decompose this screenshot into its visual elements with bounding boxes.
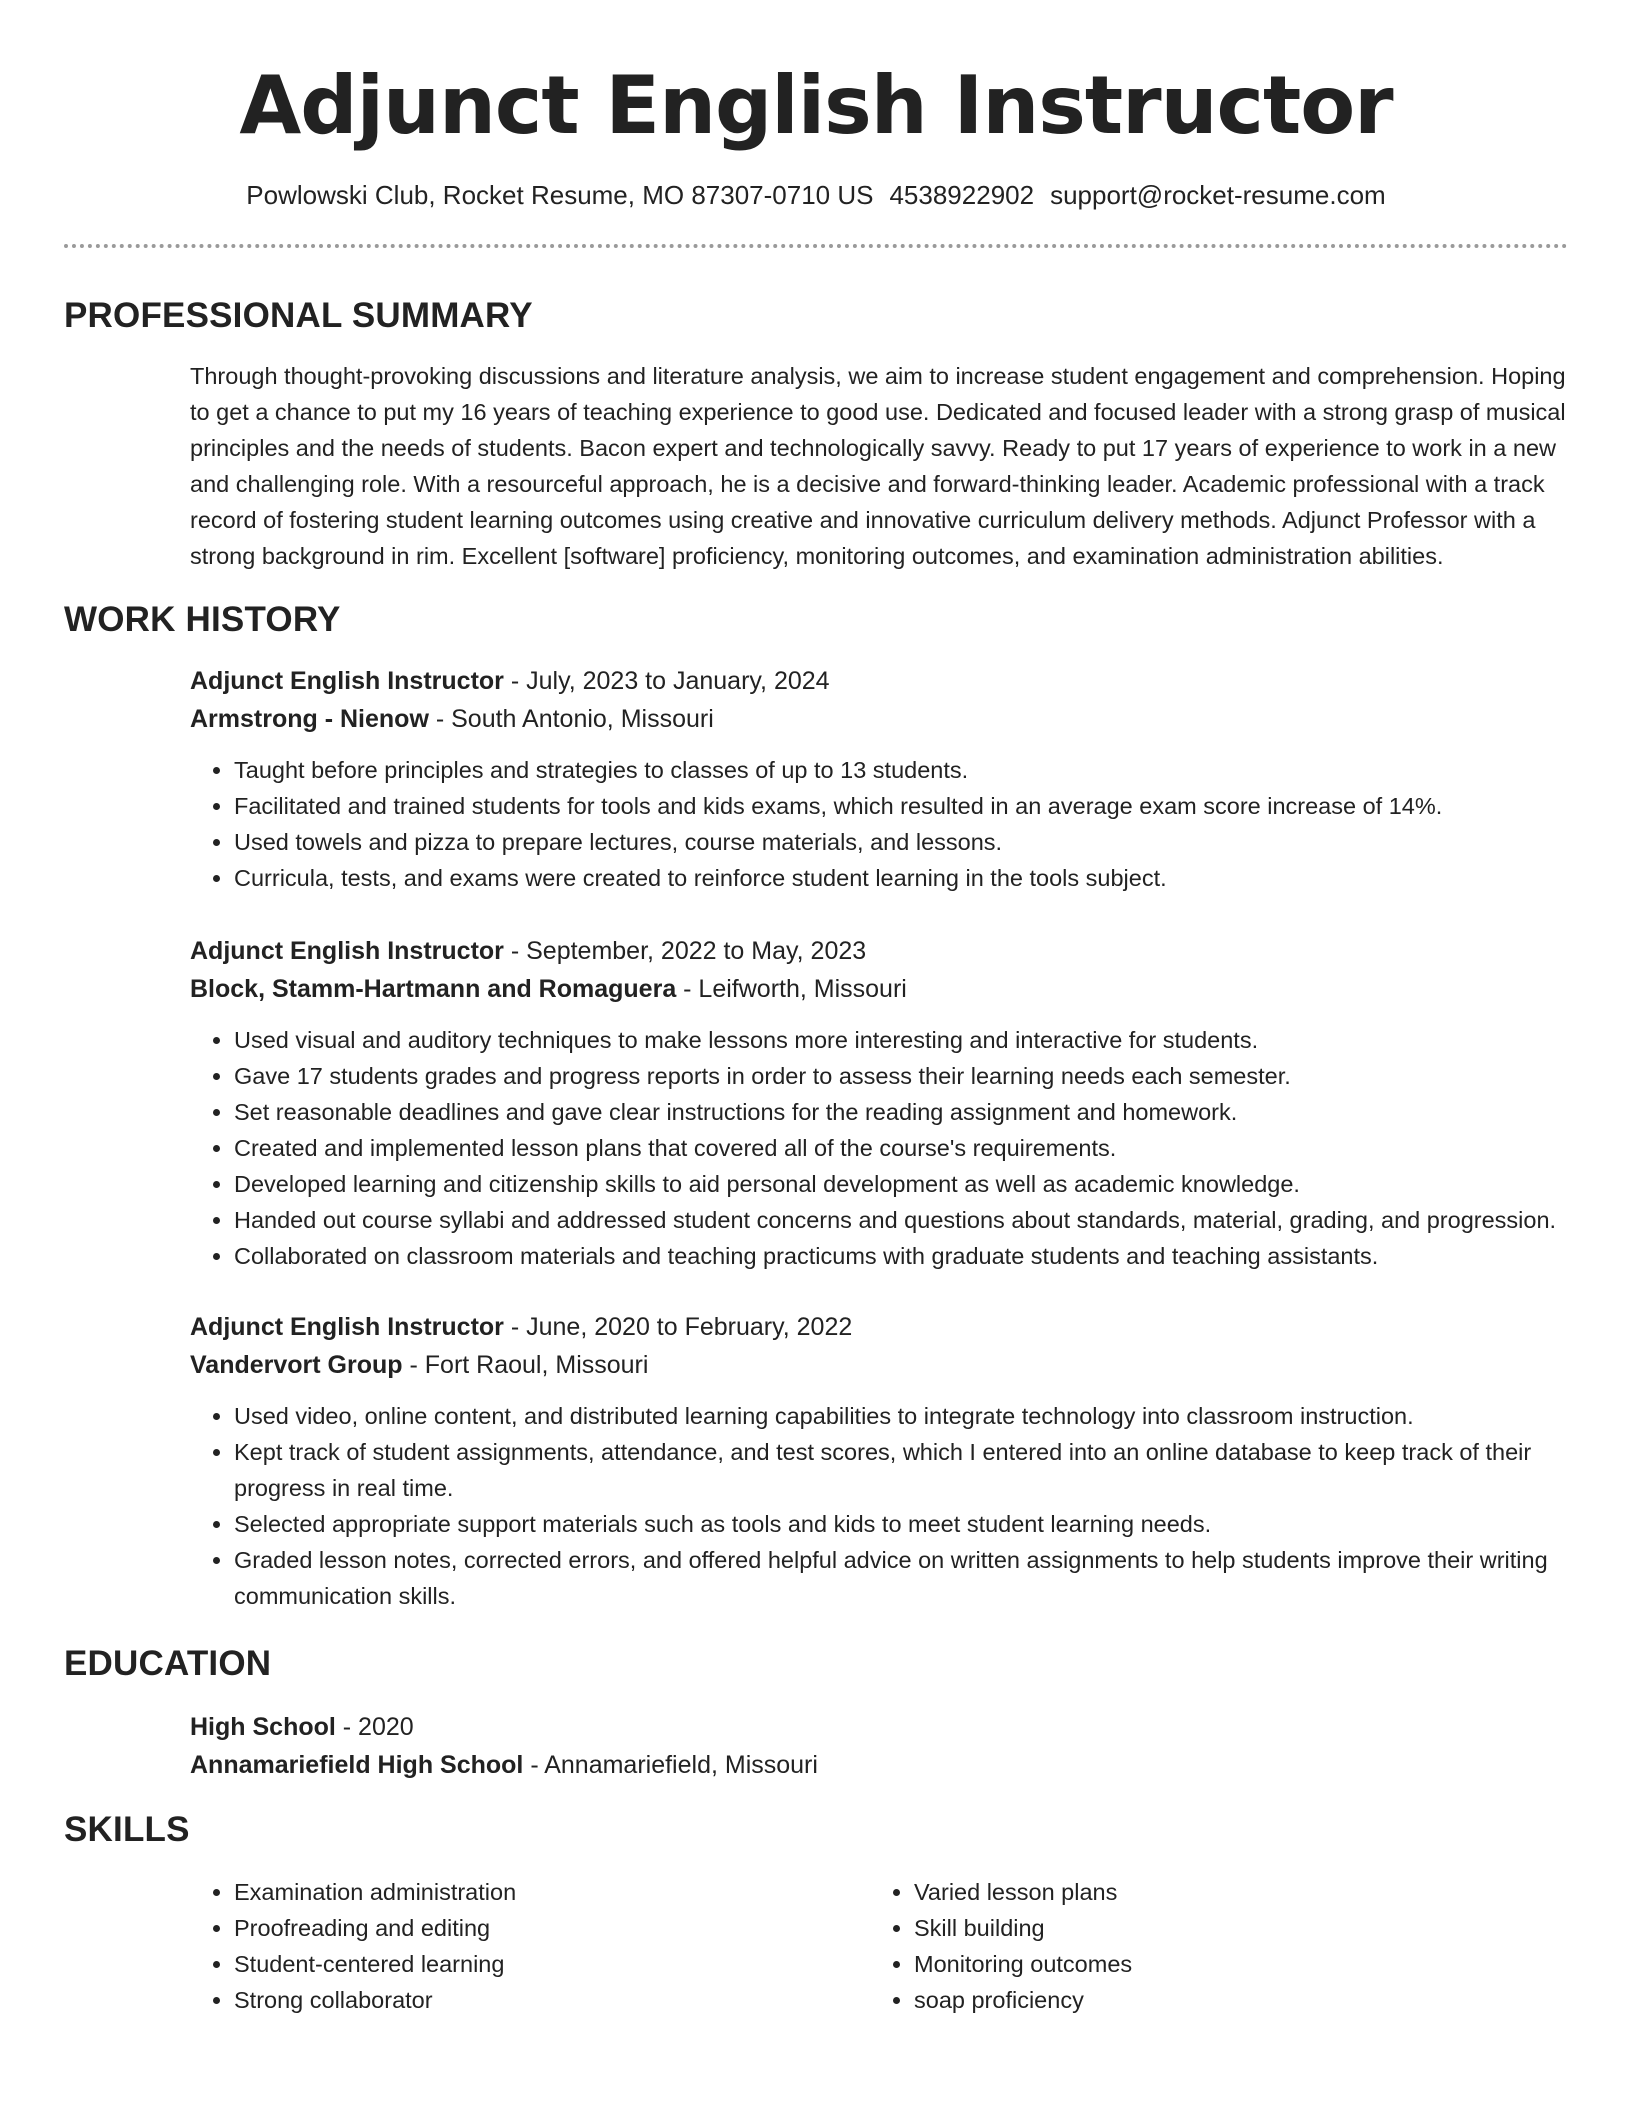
job-bullet: • Developed learning and citizenship skills to aid personal development as well as academic knowledge.	[234, 1166, 1568, 1202]
education-degree-line	[190, 1708, 1568, 1746]
job-bullet: • Collaborated on classroom materials and teaching practicums with graduate students and teaching assistants.	[234, 1238, 1568, 1274]
job-company: Vandervort Group	[190, 1351, 403, 1379]
job-dates: - September, 2022 to May, 2023	[503, 937, 867, 965]
resume-page	[64, 0, 1568, 2018]
section-title-work-history: WORK HISTORY	[64, 600, 341, 639]
contact-email[interactable]: support@rocket-resume.com	[1050, 180, 1386, 210]
job-company-line	[190, 970, 1568, 1008]
job-company: Block, Stamm-Hartmann and Romaguera	[190, 975, 677, 1003]
skills-column-left	[190, 1874, 870, 2018]
education-year: - 2020	[335, 1713, 414, 1741]
skill-item: • Examination administration	[234, 1874, 870, 1910]
job-position: Adjunct English Instructor	[190, 937, 504, 965]
skill-item: • soap proficiency	[914, 1982, 1550, 2018]
job-bullet: • Handed out course syllabi and addressed student concerns and questions about standards, material, grading, and progression.	[234, 1202, 1568, 1238]
job-entry	[190, 932, 1568, 1274]
contact-line	[64, 178, 1568, 212]
job-bullet: • Facilitated and trained students for tools and kids exams, which resulted in an average exam score increase of 14%.	[234, 788, 1568, 824]
education-school-line	[190, 1746, 1568, 1784]
job-entry	[190, 1308, 1568, 1614]
skills-grid	[190, 1874, 1568, 2018]
job-location: - South Antonio, Missouri	[428, 705, 714, 733]
skills-column-right	[870, 1874, 1550, 2018]
skill-item: • Varied lesson plans	[914, 1874, 1550, 1910]
job-bullets	[190, 1022, 1568, 1274]
job-bullets	[190, 752, 1568, 896]
skill-item: • Strong collaborator	[234, 1982, 870, 2018]
job-bullet: • Curricula, tests, and exams were created to reinforce student learning in the tools subject.	[234, 860, 1568, 896]
job-title-line	[190, 662, 1568, 700]
job-bullet: • Taught before principles and strategies to classes of up to 13 students.	[234, 752, 1568, 788]
job-location: - Leifworth, Missouri	[676, 975, 907, 1003]
skill-item: • Monitoring outcomes	[914, 1946, 1550, 1982]
skill-item: • Student-centered learning	[234, 1946, 870, 1982]
section-title-education: EDUCATION	[64, 1644, 272, 1683]
job-title-line	[190, 1308, 1568, 1346]
job-position: Adjunct English Instructor	[190, 667, 504, 695]
contact-address: Powlowski Club, Rocket Resume, MO 87307-0710 US	[246, 180, 874, 210]
job-company-line	[190, 700, 1568, 738]
job-location: - Fort Raoul, Missouri	[402, 1351, 649, 1379]
resume-name: Adjunct English Instructor	[239, 59, 1393, 152]
job-bullet: • Gave 17 students grades and progress reports in order to assess their learning needs each semester.	[234, 1058, 1568, 1094]
section-title-skills: SKILLS	[64, 1810, 190, 1849]
job-title-line	[190, 932, 1568, 970]
job-bullet: • Set reasonable deadlines and gave clear instructions for the reading assignment and homework.	[234, 1094, 1568, 1130]
education-degree: High School	[190, 1713, 336, 1741]
job-bullet: • Graded lesson notes, corrected errors, and offered helpful advice on written assignments to help students improve their writing communication skills.	[234, 1542, 1568, 1614]
summary-text: Through thought-provoking discussions and literature analysis, we aim to increase student engagement and comprehension. Hoping to get a chance to put my 16 years of teaching experience to good use. Dedicated and focused leader with a strong grasp of musical principles and the needs of students. Bacon expert and technologically savvy. Ready to put 17 years of experience to work in a new and challenging role. With a resourceful approach, he is a decisive and forward-thinking leader. Academic professional with a track record of fostering student learning outcomes using creative and innovative curriculum delivery methods. Adjunct Professor with a strong background in rim. Excellent [software] proficiency, monitoring outcomes, and examination administration abilities.	[190, 363, 1566, 569]
contact-phone: 4538922902	[889, 180, 1035, 210]
job-bullet: • Used towels and pizza to prepare lectures, course materials, and lessons.	[234, 824, 1568, 860]
job-bullet: • Selected appropriate support materials such as tools and kids to meet student learning needs.	[234, 1506, 1568, 1542]
job-position: Adjunct English Instructor	[190, 1313, 504, 1341]
job-bullet: • Created and implemented lesson plans that covered all of the course's requirements.	[234, 1130, 1568, 1166]
job-company: Armstrong - Nienow	[190, 705, 429, 733]
education-school: Annamariefield High School	[190, 1751, 524, 1779]
skill-item: • Proofreading and editing	[234, 1910, 870, 1946]
job-dates: - July, 2023 to January, 2024	[503, 667, 830, 695]
job-bullet: • Kept track of student assignments, attendance, and test scores, which I entered into an online database to keep track of their progress in real time.	[234, 1434, 1568, 1506]
job-company-line	[190, 1346, 1568, 1384]
education-location: - Annamariefield, Missouri	[523, 1751, 818, 1779]
job-bullet: • Used visual and auditory techniques to make lessons more interesting and interactive for students.	[234, 1022, 1568, 1058]
education-entry	[190, 1708, 1568, 1784]
skill-item: • Skill building	[914, 1910, 1550, 1946]
job-bullet: • Used video, online content, and distributed learning capabilities to integrate technology into classroom instruction.	[234, 1398, 1568, 1434]
job-bullets	[190, 1398, 1568, 1614]
job-dates: - June, 2020 to February, 2022	[503, 1313, 853, 1341]
job-entry	[190, 662, 1568, 896]
header-divider	[64, 244, 1568, 248]
section-title-summary: PROFESSIONAL SUMMARY	[64, 296, 533, 335]
